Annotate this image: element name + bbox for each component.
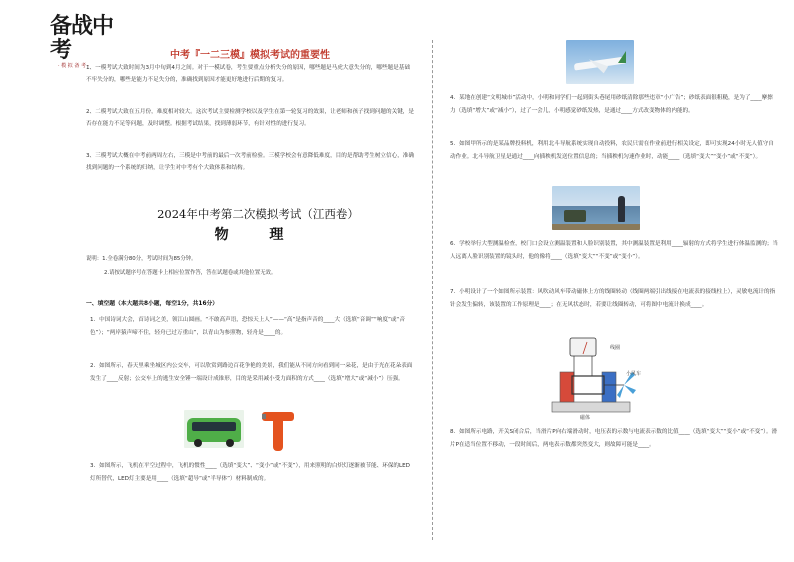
logo-subtext: · 模 拟 备 考 · xyxy=(58,63,90,69)
bus-window xyxy=(192,422,236,431)
logo-text: 备战中考 xyxy=(50,13,114,63)
airplane-photo xyxy=(566,40,634,84)
label-magnet: 磁体 xyxy=(580,415,591,421)
question-5: 5．如图甲所示的是某品牌投料机，利用北斗导航系统实现自动投料，农民只需在作业前进行相关设定，即可实现24小时无人值守自动作业。北斗导航卫星是通过____向插秧机发送位置信息的；当插秧机匀速作业时，动能____（选填“变大”“变小”或“不变”）。 xyxy=(450,141,774,160)
promo-title: 中考『一二三模』模拟考试的重要性 xyxy=(170,50,330,61)
label-fan: 小风车 xyxy=(626,371,642,377)
exam-subject: 物 理 xyxy=(214,227,302,243)
brand-logo xyxy=(50,13,120,69)
section-heading: 一、填空题（本大题共8小题，每空1分，共16分） xyxy=(86,301,219,307)
question-2: 2．如图所示，春天里乘坐城区内公交车，可以欣赏到路边百花争艳的美景，我们能从不同方向看到同一朵花，是由于光在花朵表面发生了____反射；公交车上的逃生安全锤一端设计成锥形，目的是采用减小受力面积的方式____（选填“增大”或“减小”）压强。 xyxy=(90,363,413,382)
question-8: 8．如图所示电路，开关S闭合后，当滑片P向右端滑动时，电压表的示数与电流表示数的比值____（选填“变大”“变小”或“不变”）。滑片P在适当位置不移动，一段时间后，两电表示数都突然变大，则故障可能是____。 xyxy=(450,429,778,448)
question-3: 3．如图所示，飞机在平空过程中，飞机的惯性____（选填“变大”、“变小”或“不变”），用来照明的白炽灯逐渐被节能、环保的LED灯所替代，LED灯主要是用____（选填“超导”或“半导体”）材料制成的。 xyxy=(90,463,410,482)
hammer-tip xyxy=(262,414,266,419)
question-6: 6．学校举行大型测温检查，校门口会设立测温装置和人脸识别装置，其中测温装置是利用____辐射的方式将学生进行体温监测的；当人远离人脸识别装置的镜头时，他的像将____（选填“变大”“不变”或“变小”）。 xyxy=(450,241,778,260)
question-1: 1．中国诗词大会，首诗词之美，领江山圆画。“不敢高声语，恐惊天上人”——“高”是指声音的____大（选填“音调”“响度”或“音色”）；“两岸猿声啼不住，轻舟已过万重山”，以青山为参照物，轻舟是____的。 xyxy=(90,317,405,336)
fan-blade xyxy=(617,385,624,398)
bus-wheel xyxy=(226,439,234,447)
base-plate xyxy=(552,402,630,412)
coil xyxy=(572,376,604,394)
seeding-machine xyxy=(564,210,586,222)
farm-machine-photo xyxy=(552,186,640,230)
bus-wheel xyxy=(194,439,202,447)
promo-paragraph-2: 2、二模考试大致在五月份，难度相对较大。这次考试主要检测学校以及学生在第一轮复习的效果，让老师和孩子找到问题的关键，是否存在能力不足等问题，及时调整。根据考试结果，找到薄弱环节，有针对性的进行复习。 xyxy=(86,109,414,128)
column-divider xyxy=(432,40,433,540)
question-7: 7．小明设计了一个如图所示装置：风吹动风车带动磁体上方的线圈转动（线圈两端引出线接在电流表的接线柱上），灵敏电流计的指针会发生偏转，该装置的工作原理是____；在无风状态时，若要让线圈转动，可将图中电流计换成____。 xyxy=(450,289,776,308)
exam-note-1: 说明：1.全卷满分80分，考试时间为85分钟。 xyxy=(86,256,197,262)
farmer-figure xyxy=(618,196,625,222)
question-4: 4．某地在创建“文明城市”活动中，小明和同学们一起到街头巷尾用砂纸清除那些违章“小广告”；砂纸表面很粗糙，是为了____摩擦力（选填“增大”或“减小”），过了一会儿，小明感觉砂纸发热，是通过____方式改变物体的内能的。 xyxy=(450,95,773,114)
hammer-handle xyxy=(273,419,283,451)
shore xyxy=(552,224,640,230)
promo-paragraph-3: 3、三模考试大概在中考前两周左右，三模是中考前的最后一次考前检验。三模学校会有意降低难度，目的是帮助考生树立信心，准确找到问题的一个系统的归纳，让学生对中考有个大致体系和结构。 xyxy=(86,153,414,172)
bus-photo xyxy=(184,410,244,448)
promo-paragraph-1: 1、一模考试大致时间为3月中旬到4月之间。对于一模试卷，考生要重点分析失分的原因，哪些题是马虎大意失分的，哪些题是基础不牢失分的，哪些是能力不足失分的，准确找到原因才能更好地进行后期的复习。 xyxy=(86,65,410,84)
exam-note-2: 2.请按试题序号在答题卡上相应位置作答，答在试题卷或其他位置无效。 xyxy=(104,270,277,276)
label-coil: 线圈 xyxy=(610,345,621,351)
wind-generator-diagram xyxy=(540,332,660,422)
generator-svg xyxy=(540,332,660,422)
fan-blade xyxy=(624,385,636,394)
exam-title: 2024年中考第二次模拟考试（江西卷） xyxy=(157,207,359,221)
safety-hammer-photo xyxy=(258,410,298,452)
